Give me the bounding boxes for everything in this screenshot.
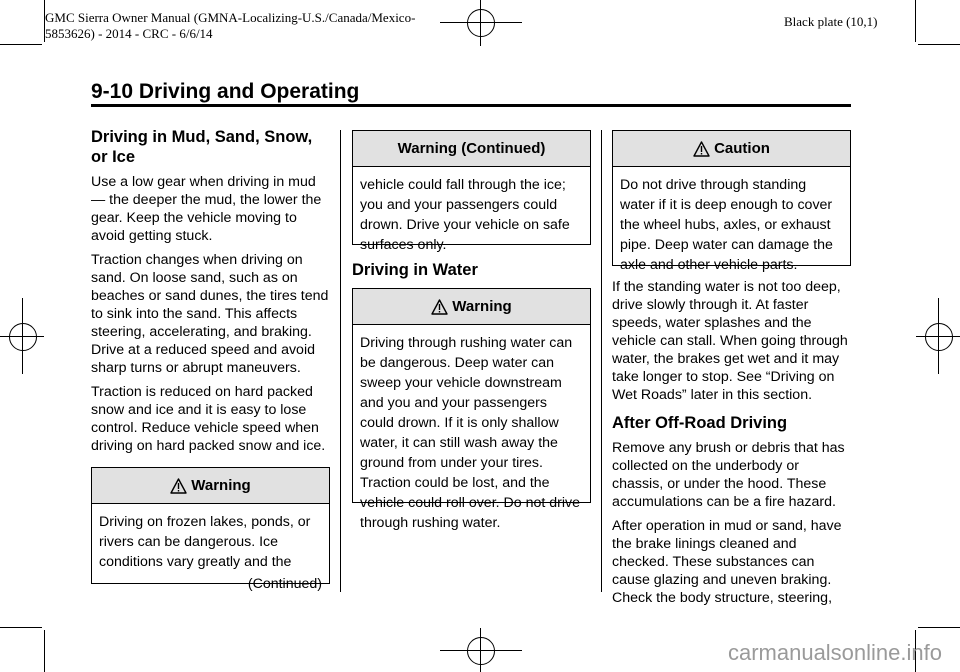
caution-title: Caution bbox=[714, 139, 770, 157]
print-header bbox=[45, 10, 415, 42]
warning-triangle-icon bbox=[170, 478, 187, 494]
page-title: 9-10 Driving and Operating bbox=[91, 80, 360, 103]
title-rule bbox=[91, 104, 851, 107]
print-header-line1: GMC Sierra Owner Manual (GMNA-Localizing-U.S./Canada/Mexico- bbox=[45, 10, 416, 25]
column-1 bbox=[91, 127, 329, 461]
section-heading: Driving in Water bbox=[352, 261, 478, 279]
caution-text: Do not drive through standing water if it is deep enough to cover the wheel hubs, axles, or exhaust pipe. Deep water can damage the axle and other vehicle parts. bbox=[620, 177, 833, 273]
warning-title: Warning bbox=[452, 297, 512, 315]
caution-box bbox=[612, 130, 851, 273]
warning-continued-text: vehicle could fall through the ice; you and your passengers could drown. Drive your vehicle on safe surfaces only. bbox=[360, 177, 570, 253]
paragraph: If the standing water is not too deep, drive slowly through it. At faster speeds, water splashes and the vehicle can stall. When going through water, the brakes get wet and it may take longer to stop. See “Driving on Wet Roads” later in this section. bbox=[612, 279, 848, 403]
print-header-line2: 5853626) - 2014 - CRC - 6/6/14 bbox=[45, 26, 213, 41]
caution-header bbox=[613, 131, 850, 167]
paragraph: After operation in mud or sand, have the brake linings cleaned and checked. These substances can cause glazing and uneven braking. Check the body structure, steering, bbox=[612, 518, 842, 606]
paragraph: Use a low gear when driving in mud — the deeper the mud, the lower the gear. Keep the vehicle moving to avoid getting stuck. bbox=[91, 174, 322, 244]
warning-box bbox=[352, 288, 591, 531]
warning-text: Driving through rushing water can be dangerous. Deep water can sweep your vehicle downstream and you and your passengers could drown. If it is only shallow water, it can still wash away the ground from under your tires. Traction could be lost, and the vehicle could roll over. Do not drive through rushing water. bbox=[360, 335, 581, 531]
column-divider bbox=[340, 130, 341, 592]
warning-header bbox=[353, 289, 590, 325]
warning-triangle-icon bbox=[693, 141, 710, 157]
column-3-text bbox=[612, 278, 852, 613]
paragraph: Traction changes when driving on sand. On loose sand, such as on beaches or sand dunes, the tires tend to sink into the sand. This affects steering, accelerating, and braking. Drive at a reduced speed and avoid sharp turns or abrupt maneuvers. bbox=[91, 252, 329, 376]
warning-header bbox=[92, 468, 329, 504]
warning-triangle-icon bbox=[431, 299, 448, 315]
paragraph: Remove any brush or debris that has collected on the underbody or chassis, or under the hood. These accumulations can be a fire hazard. bbox=[612, 440, 845, 510]
section-heading: Driving in Mud, Sand, Snow, or Ice bbox=[91, 128, 313, 166]
warning-box bbox=[91, 467, 330, 592]
warning-continued-header: Warning (Continued) bbox=[353, 131, 590, 167]
warning-continued-box bbox=[352, 130, 591, 253]
watermark: carmanualsonline.info bbox=[727, 640, 942, 665]
section-heading: After Off-Road Driving bbox=[612, 414, 788, 432]
plate-label: Black plate (10,1) bbox=[784, 14, 878, 29]
continued-label: (Continued) bbox=[247, 576, 322, 592]
warning-text: Driving on frozen lakes, ponds, or rivers can be dangerous. Ice conditions vary greatly and the bbox=[99, 514, 311, 570]
column-divider bbox=[601, 130, 602, 592]
paragraph: Traction is reduced on hard packed snow and ice and it is easy to lose control. Reduce vehicle speed when driving on hard packed snow and ice. bbox=[91, 384, 326, 454]
warning-title: Warning bbox=[191, 476, 251, 494]
